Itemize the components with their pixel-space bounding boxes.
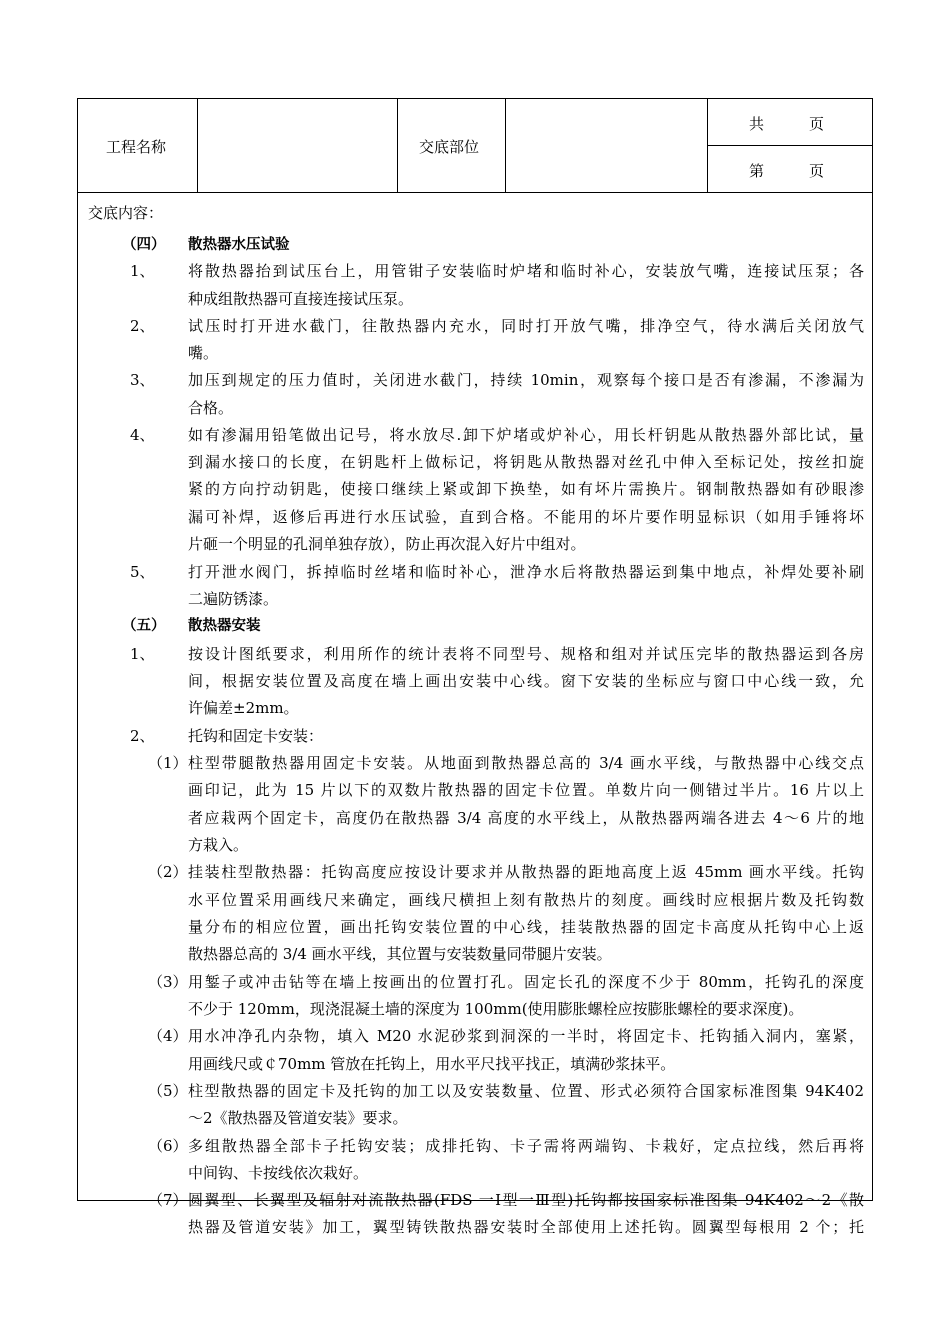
section-title: 散热器水压试验 (188, 237, 290, 253)
item-text: 加压到规定的压力值时，关闭进水截门，持续 10min，观察每个接口是否有渗漏，不渗漏为 (188, 371, 864, 389)
form-header (78, 99, 872, 193)
divider (397, 99, 398, 192)
subitem-text: 方栽入。 (188, 836, 249, 854)
item-text: 合格。 (188, 399, 234, 417)
project-name-label: 工程名称 (106, 138, 167, 156)
item-text: 漏可补焊，返修后再进行水压试验，直到合格。不能用的坏片要作明显标识（如用手锤将坏 (188, 508, 864, 526)
subitem-text: 中间钩、卡按线依次栽好。 (188, 1164, 369, 1182)
subitem-number: （3） (148, 973, 188, 991)
item-text: 托钩和固定卡安装： (188, 727, 324, 745)
subitem-text: 水平位置采用画线尺来确定，画线尺横担上刻有散热片的刻度。画线时应根据片数及托钩数 (188, 891, 864, 909)
section-title: 散热器安装 (188, 618, 261, 634)
subitem-text: 量分布的相应位置，画出托钩安装位置的中心线，挂装散热器的固定卡高度从托钩中心上返 (188, 918, 864, 936)
item-text: 许偏差±2mm。 (188, 699, 299, 717)
subitem-number: （4） (148, 1027, 188, 1045)
item-number: 1、 (130, 645, 155, 663)
subitem-text: 用錾子或冲击钻等在墙上按画出的位置打孔。固定长孔的深度不少于 80mm，托钩孔的深度 (188, 973, 864, 991)
section-number: （四） (122, 237, 166, 253)
item-text: 二遍防锈漆。 (188, 590, 279, 608)
subitem-text: ～2《散热器及管道安装》要求。 (188, 1109, 408, 1127)
item-text: 到漏水接口的长度，在钥匙杆上做标记，将钥匙从散热器对丝孔中伸入至标记处，按丝扣旋 (188, 453, 864, 471)
item-number: 5、 (130, 563, 155, 581)
item-text: 紧的方向拧动钥匙，使接口继续上紧或卸下换垫，如有坏片需换片。钢制散热器如有砂眼渗 (188, 480, 864, 498)
subitem-text: 热器及管道安装》加工，翼型铸铁散热器安装时全部使用上述托钩。圆翼型每根用 2 个；托 (188, 1218, 864, 1236)
item-text: 间，根据安装位置及高度在墙上画出安装中心线。窗下安装的坐标应与窗口中心线一致，允 (188, 672, 864, 690)
item-text: 如有渗漏用铅笔做出记号，将水放尽.卸下炉堵或炉补心，用长杆钥匙从散热器外部比试，量 (188, 426, 864, 444)
content-label: 交底内容： (88, 204, 164, 222)
divider (505, 99, 506, 192)
subitem-number: （5） (148, 1082, 188, 1100)
subitem-text: 圆翼型、长翼型及辐射对流散热器(FDS 一Ⅰ型一Ⅲ型)托钩都按国家标准图集 94K402～2《散 (188, 1191, 864, 1209)
subitem-text: 不少于 120mm，现浇混凝土墙的深度为 100mm(使用膨胀螺栓应按膨胀螺栓的要求深度)。 (188, 1000, 804, 1018)
total-pages-label: 共 页 (749, 115, 825, 133)
divider (707, 145, 872, 146)
disclosure-content (78, 192, 872, 1236)
section-number: （五） (122, 618, 166, 634)
subitem-text: 用水冲净孔内杂物，填入 M20 水泥砂浆到洞深的一半时，将固定卡、托钩插入洞内，塞紧， (188, 1027, 864, 1045)
item-text: 种成组散热器可直接连接试压泵。 (188, 290, 414, 308)
subitem-number: （1） (148, 754, 188, 772)
subitem-text: 散热器总高的 3/4 画水平线，其位置与安装数量同带腿片安装。 (188, 945, 612, 963)
disclosure-form (77, 98, 873, 1236)
item-text: 试压时打开进水截门，往散热器内充水，同时打开放气嘴，排净空气，待水满后关闭放气 (188, 317, 864, 335)
page-number-label: 第 页 (749, 162, 825, 180)
item-text: 按设计图纸要求，利用所作的统计表将不同型号、规格和组对并试压完毕的散热器运到各房 (188, 645, 864, 663)
item-text: 将散热器抬到试压台上，用管钳子安装临时炉堵和临时补心，安装放气嘴，连接试压泵；各 (188, 262, 864, 280)
subitem-text: 者应栽两个固定卡，高度仍在散热器 3/4 高度的水平线上，从散热器两端各进去 4～6 片的地 (188, 809, 864, 827)
item-text: 嘴。 (188, 344, 219, 362)
item-text: 片砸一个明显的孔洞单独存放），防止再次混入好片中组对。 (188, 535, 586, 553)
item-text: 打开泄水阀门，拆掉临时丝堵和临时补心，泄净水后将散热器运到集中地点，补焊处要补刷 (188, 563, 864, 581)
item-number: 1、 (130, 262, 155, 280)
subitem-text: 多组散热器全部卡子托钩安装；成排托钩、卡子需将两端钩、卡栽好，定点拉线，然后再将 (188, 1137, 864, 1155)
item-number: 3、 (130, 371, 155, 389)
subitem-text: 画印记，此为 15 片以下的双数片散热器的固定卡位置。单数片向一侧错过半片。16 片以上 (188, 781, 864, 799)
item-number: 2、 (130, 727, 155, 745)
subitem-text: 挂装柱型散热器：托钩高度应按设计要求并从散热器的距地高度上返 45mm 画水平线。托钩 (188, 863, 864, 881)
subitem-text: 柱型带腿散热器用固定卡安装。从地面到散热器总高的 3/4 画水平线，与散热器中心线交点 (188, 754, 864, 772)
location-label: 交底部位 (419, 138, 480, 156)
subitem-text: 柱型散热器的固定卡及托钩的加工以及安装数量、位置、形式必须符合国家标准图集 94K402 (188, 1082, 864, 1100)
subitem-number: （7） (148, 1191, 188, 1209)
divider (197, 99, 198, 192)
subitem-text: 用画线尺或￠70mm 管放在托钩上，用水平尺找平找正，填满砂浆抹平。 (188, 1055, 676, 1073)
subitem-number: （2） (148, 863, 188, 881)
subitem-number: （6） (148, 1137, 188, 1155)
item-number: 4、 (130, 426, 155, 444)
item-number: 2、 (130, 317, 155, 335)
